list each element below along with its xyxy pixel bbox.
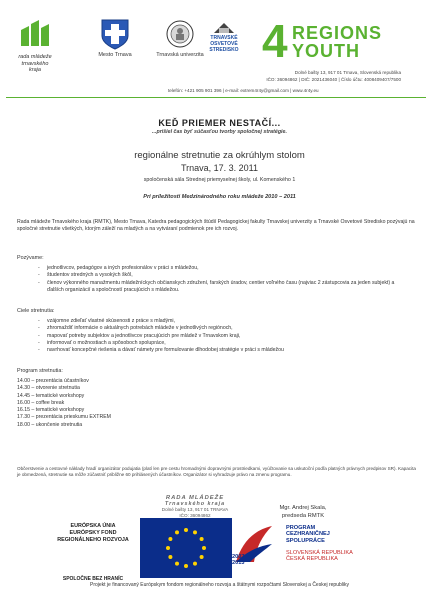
event-occasion: Pri príležitosti Medzinárodného roku mládeže 2010 – 2011 — [143, 194, 296, 200]
organizer-note: Občerstvenie a cestovné náklady hradí organizátor podujatia (platí len pre cestu hromadnými dopravnými prostriedkami, vyúčtovanie sa uskutoční podľa platných právnych predpisov SR). Kapacita je obmedzená, stretnutie sa môže zúčastniť približne 60 prihlásených účastníkov. Organizátor si vyhradzuje právo na zmenu programu. — [17, 466, 416, 478]
eu-flag-icon — [140, 518, 232, 578]
page-subtitle: ...prišiel čas byť súčasťou tvorby spoločnej stratégie. — [152, 129, 287, 135]
brand-number: 4 — [262, 15, 288, 67]
list-item: - členov výkonného manažmentu mládežníckych občianskych združení, farských úradov, centier voľného času (najviac 2 zástupcovia za jeden subjekt) a ďalších organizácií a spoločností pracujúcich s mládežou. — [37, 280, 407, 295]
trnavska-univerzita-label: Trnavská univerzita — [156, 52, 204, 59]
intro-paragraph: Rada mládeže Trnavského kraja (RMTK), Mesto Trnava, Katedra pedagogických štúdií Pedagogickej fakulty Trnavskej univerzity a Trnavské Osvetové Stredisko pozývajú na spoločné stretnutie všetkých, ktorým záleží na mladých a na vytváraní podmienok pre ich rozvoj. — [17, 219, 415, 233]
contact-address: Dolné bašty 13, 917 01 Trnava, Slovenská republika — [294, 70, 401, 75]
stamp-line-3: Dolné bašty 13, 917 01 TRNAVA — [161, 507, 229, 512]
tos-logo-label: TRNAVSKÉ OSVETOVÉ STREDISKO — [209, 35, 239, 53]
mesto-trnava-logo — [90, 18, 140, 59]
program-item: 16.00 – coffee break — [17, 399, 65, 406]
4-regions-youth-logo — [262, 15, 432, 67]
rmtk-logo — [10, 18, 60, 73]
eu-fund-text: EURÓPSKA ÚNIA EURÓPSKY FOND REGIONÁLNEHO ROZVOJA — [57, 523, 129, 543]
contact-phone-email: telefón: +421 905 901 396 | e-mail: extrem4r4y@gmail.com | www.4r4y.eu — [168, 88, 319, 93]
event-date: Trnava, 17. 3. 2011 — [180, 163, 259, 173]
program-list — [17, 378, 111, 429]
list-item: - navrhovať koncepčné riešenia a dávať námety pre formulovanie dlhodobej stratégie v práci s mládežou — [37, 347, 407, 354]
tos-logo — [198, 20, 250, 54]
signatory-name: Mgr. Andrej Skala, — [279, 505, 327, 511]
list-item: - mapovať potreby subjektov a jednotlivcov pracujúcich pre mládež v Trnavskom kraji, — [37, 333, 407, 340]
brand-word-youth: YOUTH — [292, 41, 360, 61]
list-item: - vzájomne zdieľať vlastné skúsenosti z práce s mladými, — [37, 318, 407, 325]
signatory-role: predseda RMTK — [281, 512, 325, 519]
tos-building-icon — [212, 20, 236, 34]
funding-statement: Projekt je financovaný Európskym fondom regionálneho rozvoja a štátnymi rozpočtami Slovenskej a Českej republiky — [89, 582, 350, 588]
program-label: Program stretnutia: — [17, 368, 63, 374]
university-seal-icon — [165, 18, 195, 50]
goals-label: Ciele stretnutia: — [17, 308, 55, 314]
stamp-line-4: IČO: 36094862 — [179, 512, 211, 518]
program-title: PROGRAM CEZHRANIČNEJ SPOLUPRÁCE — [286, 525, 330, 544]
invitee-list — [37, 265, 407, 294]
program-item: 17.30 – prezentácia prieskumu EXTREM — [17, 414, 111, 421]
coat-of-arms-icon — [100, 18, 130, 50]
list-item: - informovať o možnostiach a spôsoboch spolupráce, — [37, 340, 407, 347]
program-countries: SLOVENSKÁ REPUBLIKA ČESKÁ REPUBLIKA — [286, 550, 353, 563]
goals-list — [37, 318, 407, 354]
list-item: - študentov stredných a vysokých škôl, — [37, 272, 407, 279]
rmtk-logo-icon — [15, 18, 55, 52]
program-years: 2007 2013 — [232, 554, 245, 567]
program-item: 16.15 – tematické workshopy — [17, 407, 85, 414]
event-venue: spoločenská sála Strednej priemyselnej školy, ul. Komenského 1 — [143, 177, 296, 183]
brand-word-regions: REGIONS — [292, 23, 383, 43]
stamp-line-2: Trnavského kraja — [164, 501, 226, 507]
event-heading: regionálne stretnutie za okrúhlym stolom — [134, 150, 305, 161]
list-item: - zhromaždiť informácie o aktuálnych potrebách mládeže v jednotlivých regiónoch, — [37, 325, 407, 332]
rmtk-logo-label: rada mládeže trnavského kraja — [18, 54, 52, 73]
list-item: - jednotlivcov, pedagógov a iných profesionálov v práci s mládežou, — [37, 265, 407, 272]
page-title: KEĎ PRIEMER NESTAČÍ... — [158, 118, 281, 128]
stamp-line-1: RADA MLÁDEŽE — [165, 495, 225, 501]
program-item: 14.00 – prezentácia účastníkov — [17, 378, 89, 384]
cross-border-program-logo — [232, 520, 432, 580]
contact-ids: IČO: 36094862 | DIČ: 2021436040 | Číslo účtu: 4008409407/7500 — [266, 77, 401, 82]
program-item: 14.45 – tematické workshopy — [17, 392, 85, 399]
eu-motto: SPOLOČNE BEZ HRANÍC — [62, 576, 124, 582]
header-divider — [6, 97, 426, 98]
invite-label: Pozývame: — [17, 255, 44, 261]
program-item: 18.00 – ukončenie stretnutia — [17, 421, 83, 428]
signature-block — [258, 505, 348, 521]
program-item: 14.30 – otvorenie stretnutia — [17, 385, 80, 392]
mesto-trnava-label: Mesto Trnava — [98, 52, 132, 59]
